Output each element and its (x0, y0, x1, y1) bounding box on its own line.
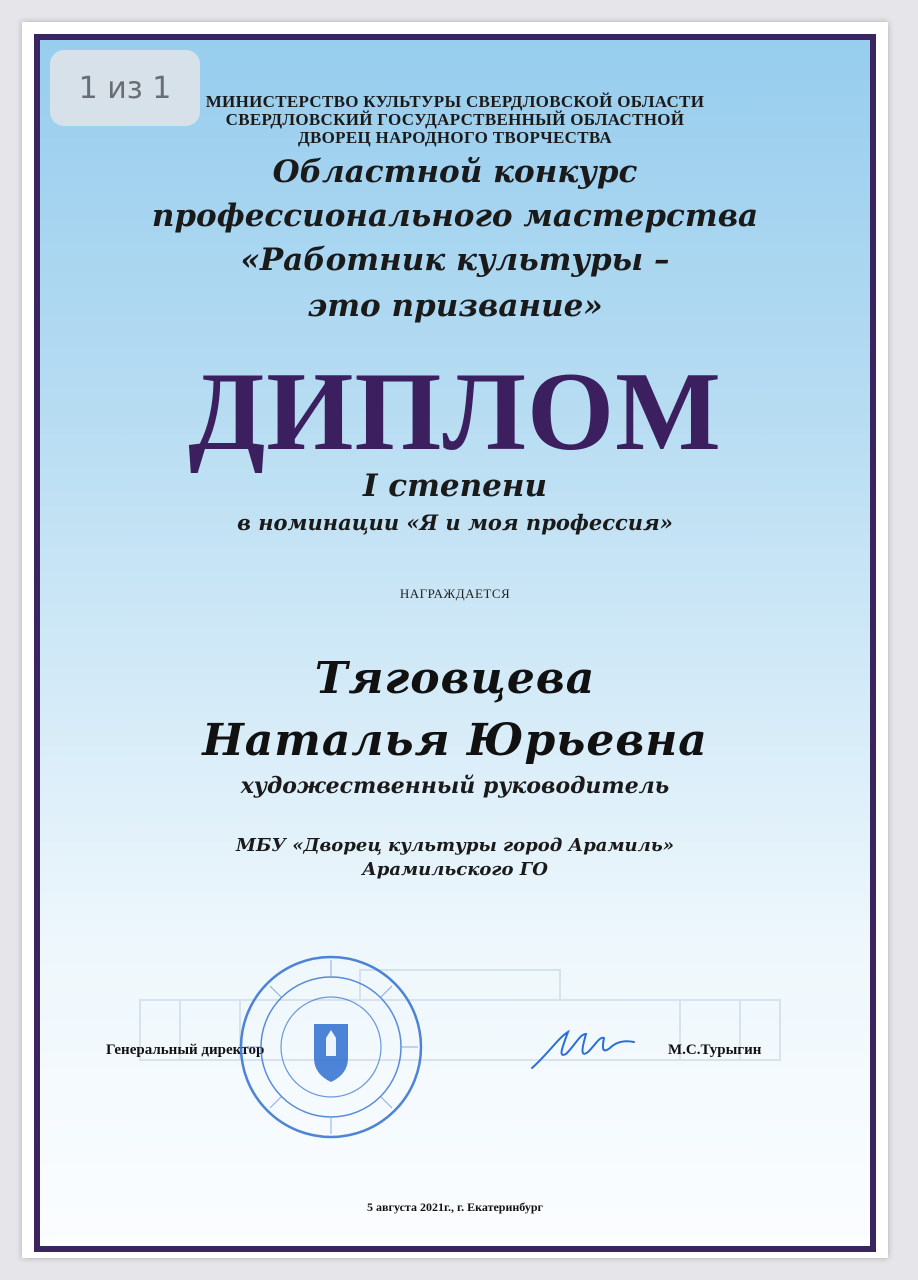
official-seal-stamp (236, 952, 426, 1142)
page-indicator-badge: 1 из 1 (50, 50, 200, 126)
nomination-text: в номинации «Я и моя профессия» (237, 510, 673, 535)
contest-line-3: «Работник культуры – (240, 242, 670, 278)
ministry-line-3: ДВОРЕЦ НАРОДНОГО ТВОРЧЕСТВА (298, 128, 612, 147)
signer-title: Генеральный директор (106, 1042, 265, 1058)
director-signature (528, 1024, 638, 1074)
awarded-label: НАГРАЖДАЕТСЯ (399, 586, 511, 601)
organization-line-2: Арамильского ГО (362, 859, 548, 880)
diploma-page (22, 22, 888, 1258)
contest-line-1: Областной конкурс (272, 154, 638, 190)
date-place: 5 августа 2021г., г. Екатеринбург (367, 1200, 543, 1214)
contest-line-4: это призвание» (307, 288, 603, 324)
diploma-frame (34, 34, 876, 1252)
degree-text: I степени (362, 468, 548, 504)
recipient-surname: Тяговцева (314, 653, 596, 704)
contest-line-2: профессионального мастерства (151, 198, 759, 234)
diploma-title: ДИПЛОМ (188, 350, 722, 474)
organization-line-1: МБУ «Дворец культуры город Арамиль» (236, 835, 674, 856)
recipient-name: Наталья Юрьевна (202, 715, 708, 766)
recipient-position: художественный руководитель (240, 773, 670, 799)
signer-name: М.С.Турыгин (668, 1042, 762, 1058)
ministry-line-1: МИНИСТЕРСТВО КУЛЬТУРЫ СВЕРДЛОВСКОЙ ОБЛАСТИ (205, 92, 705, 111)
ministry-line-2: СВЕРДЛОВСКИЙ ГОСУДАРСТВЕННЫЙ ОБЛАСТНОЙ (225, 110, 685, 129)
